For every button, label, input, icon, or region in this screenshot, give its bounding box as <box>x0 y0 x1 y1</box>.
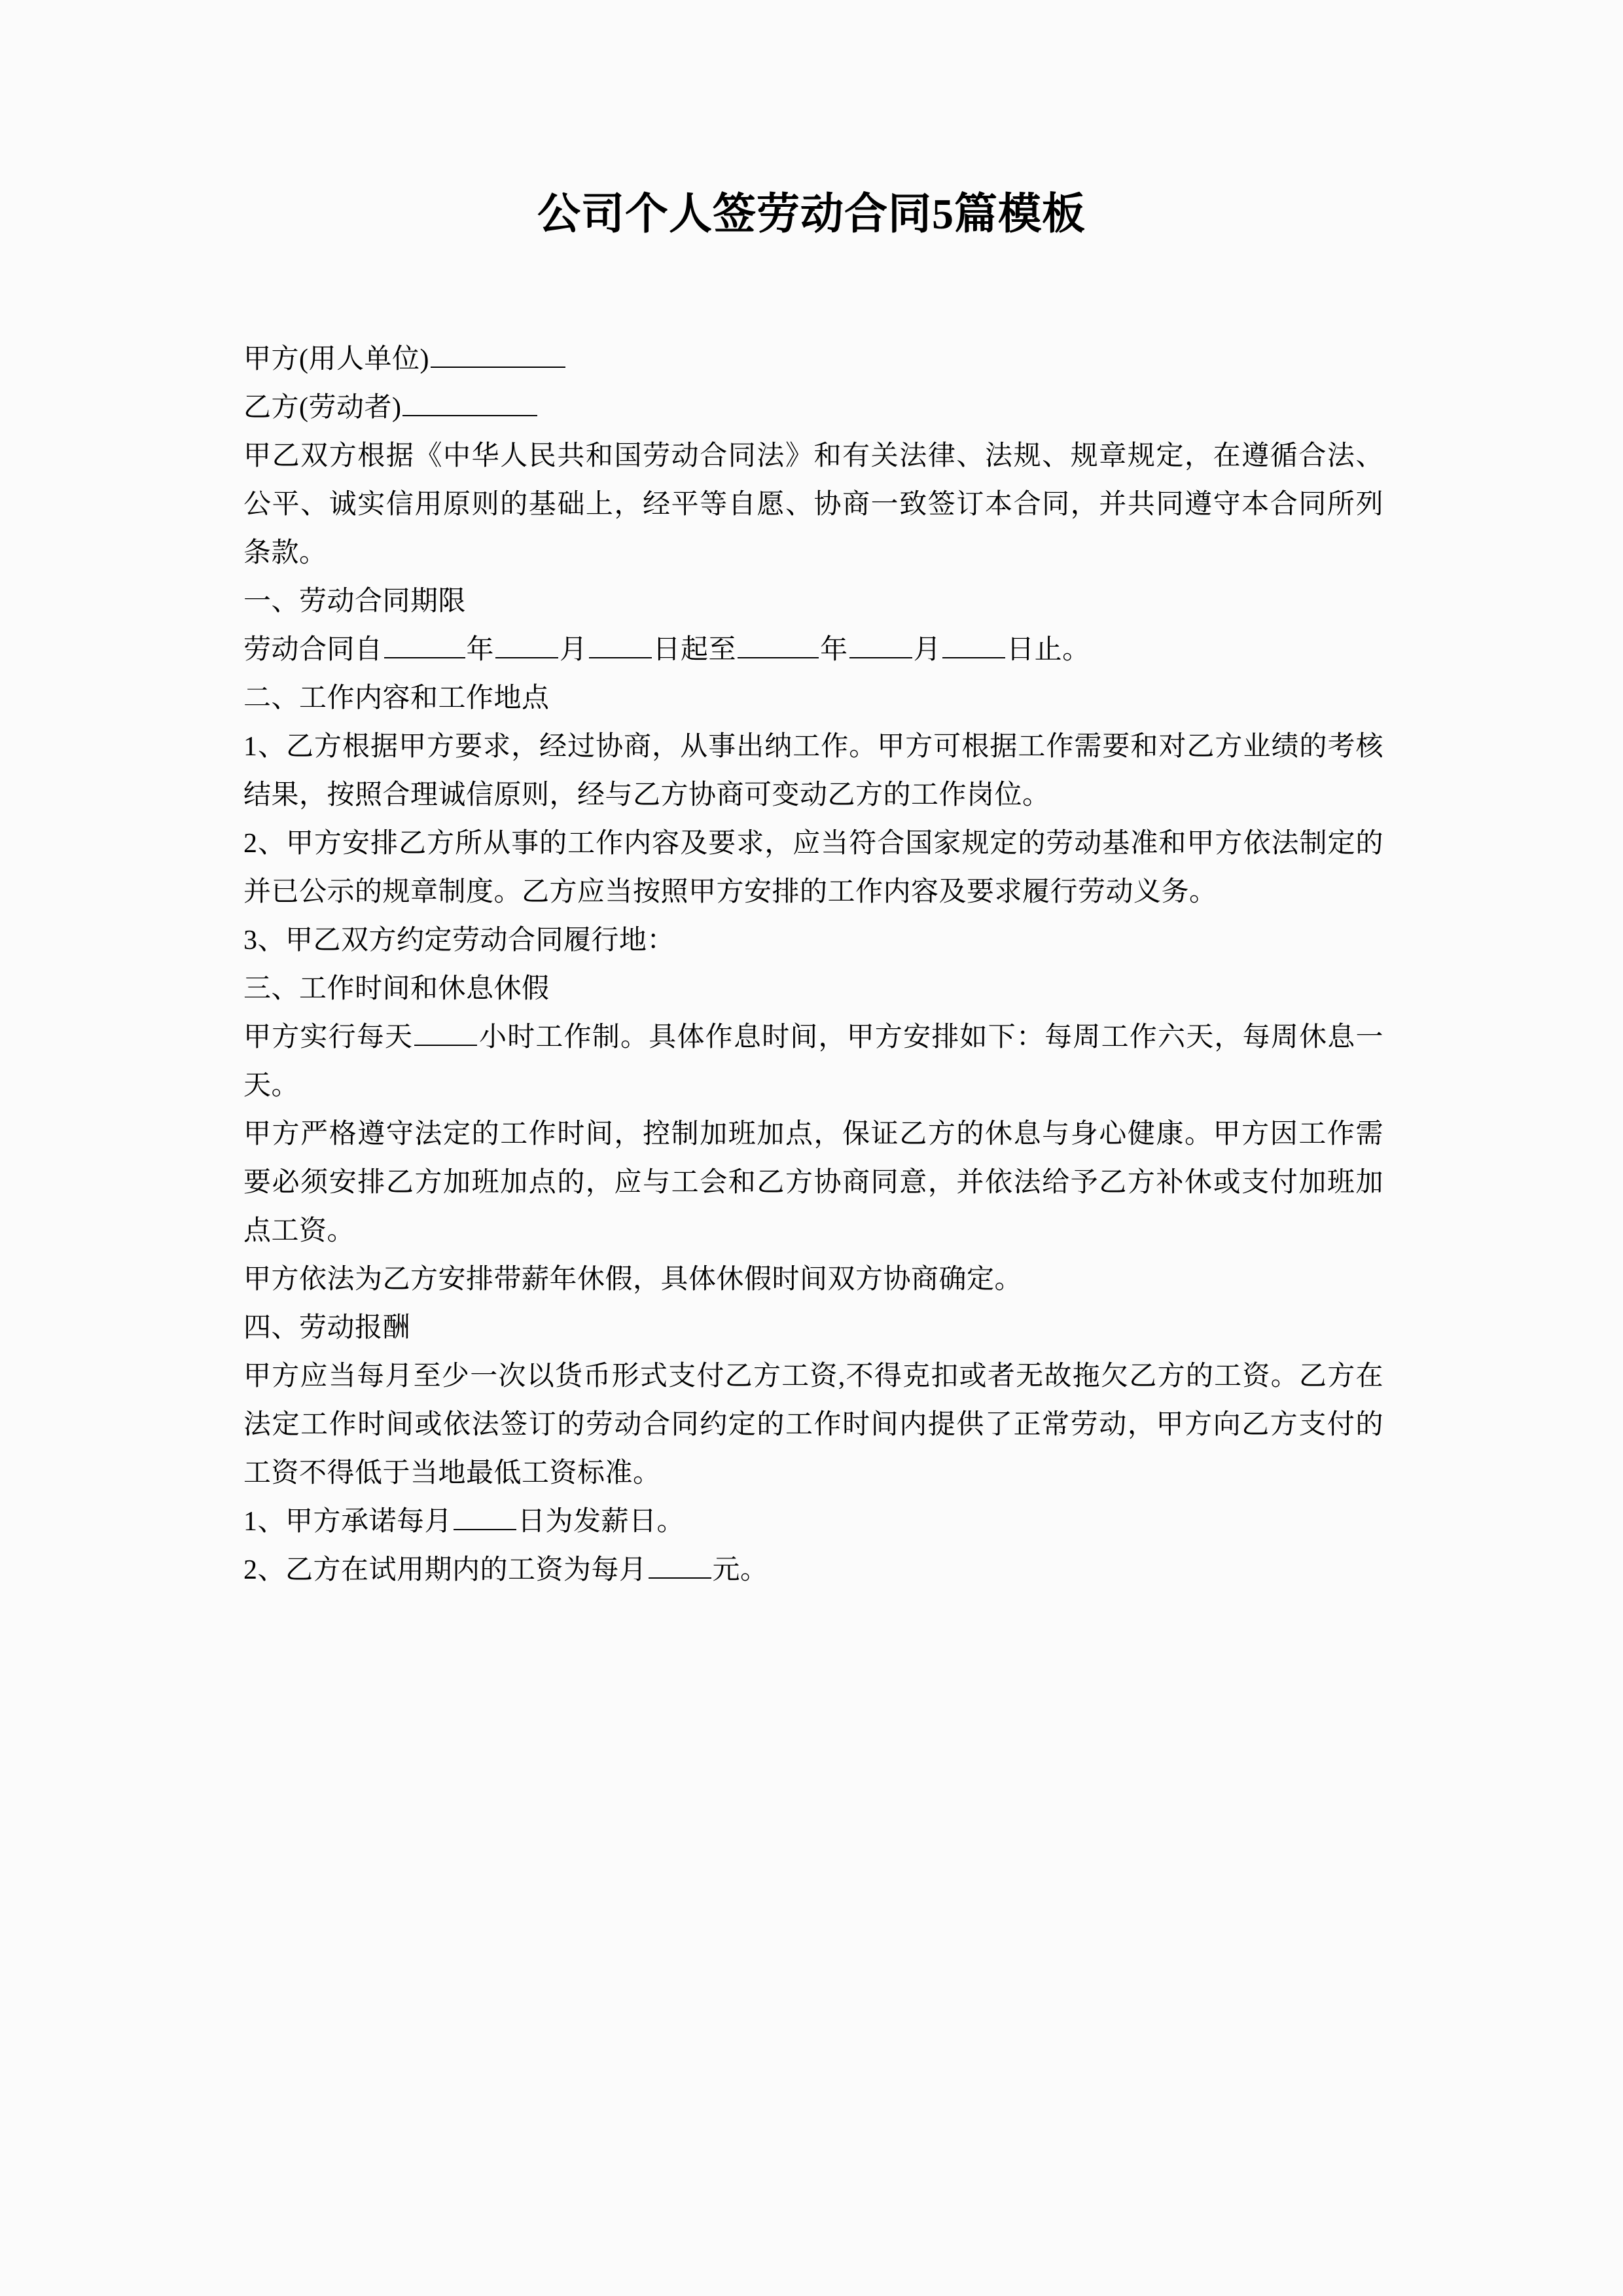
end-year-blank[interactable] <box>738 634 819 658</box>
contract-term-prefix: 劳动合同自 <box>243 635 383 665</box>
party-b-label: 乙方(劳动者) <box>243 393 402 423</box>
party-b-line <box>243 384 1383 432</box>
clause-4-1 <box>243 1498 1383 1546</box>
overtime-paragraph: 甲方严格遵守法定的工作时间，控制加班加点，保证乙方的休息与身心健康。甲方因工作需要必须安排乙方加班加点的，应与工会和乙方协商同意，并依法给予乙方补休或支付加班加点工资。 <box>243 1119 1383 1246</box>
end-month-blank[interactable] <box>849 634 912 658</box>
probation-wage-suffix: 元。 <box>712 1555 768 1585</box>
start-month-blank[interactable] <box>495 634 558 658</box>
end-day-blank[interactable] <box>942 634 1005 658</box>
work-hours-suffix: 小时工作制。具体作息时间，甲方安排如下：每周工作六天，每周休息一天。 <box>243 1022 1383 1101</box>
probation-wage-prefix: 2、乙方在试用期内的工资为每月 <box>243 1555 647 1585</box>
payday-suffix: 日为发薪日。 <box>518 1507 685 1537</box>
section-heading-four: 四、劳动报酬 <box>243 1313 411 1343</box>
work-hours-prefix: 甲方实行每天 <box>243 1022 414 1052</box>
party-a-blank[interactable] <box>431 343 565 368</box>
party-a-label: 甲方(用人单位) <box>243 344 429 374</box>
document-body <box>243 335 1383 1594</box>
annual-leave-paragraph: 甲方依法为乙方安排带薪年休假，具体休假时间双方协商确定。 <box>243 1265 1023 1295</box>
start-month-unit: 月 <box>560 635 588 665</box>
page-title: 公司个人签劳动合同5篇模板 <box>537 190 1086 238</box>
end-month-unit: 月 <box>913 635 942 665</box>
party-a-line <box>243 335 1383 384</box>
contract-term-line <box>243 626 1383 674</box>
clause-2-3: 3、甲乙双方约定劳动合同履行地： <box>243 925 675 956</box>
start-year-unit: 年 <box>466 635 495 665</box>
probation-wage-blank[interactable] <box>649 1554 711 1579</box>
clause-2-2: 2、甲方安排乙方所从事的工作内容及要求，应当符合国家规定的劳动基准和甲方依法制定的并已公示的规章制度。乙方应当按照甲方安排的工作内容及要求履行劳动义务。 <box>243 829 1383 907</box>
payday-blank[interactable] <box>454 1505 516 1530</box>
section-heading-three: 三、工作时间和休息休假 <box>243 974 550 1004</box>
wage-paragraph: 甲方应当每月至少一次以货币形式支付乙方工资,不得克扣或者无故拖欠乙方的工资。乙方在法定工作时间或依法签订的劳动合同约定的工作时间内提供了正常劳动，甲方向乙方支付的工资不得低于当地最低工资标准。 <box>243 1361 1383 1488</box>
end-day-unit: 日止。 <box>1007 635 1090 665</box>
work-hours-blank[interactable] <box>414 1021 477 1046</box>
clause-2-1: 1、乙方根据甲方要求，经过协商，从事出纳工作。甲方可根据工作需要和对乙方业绩的考核结果，按照合理诚信原则，经与乙方协商可变动乙方的工作岗位。 <box>243 732 1383 810</box>
preamble-paragraph: 甲乙双方根据《中华人民共和国劳动合同法》和有关法律、法规、规章规定，在遵循合法、公平、诚实信用原则的基础上，经平等自愿、协商一致签订本合同，并共同遵守本合同所列条款。 <box>243 441 1383 568</box>
start-year-blank[interactable] <box>384 634 465 658</box>
payday-prefix: 1、甲方承诺每月 <box>243 1507 453 1537</box>
party-b-blank[interactable] <box>402 391 537 416</box>
end-year-unit: 年 <box>820 635 848 665</box>
start-day-unit: 日起至 <box>652 635 737 665</box>
start-day-blank[interactable] <box>589 634 652 658</box>
work-hours-line <box>243 1013 1383 1110</box>
section-heading-two: 二、工作内容和工作地点 <box>243 683 550 713</box>
clause-4-2 <box>243 1546 1383 1594</box>
section-heading-one: 一、劳动合同期限 <box>243 586 467 617</box>
